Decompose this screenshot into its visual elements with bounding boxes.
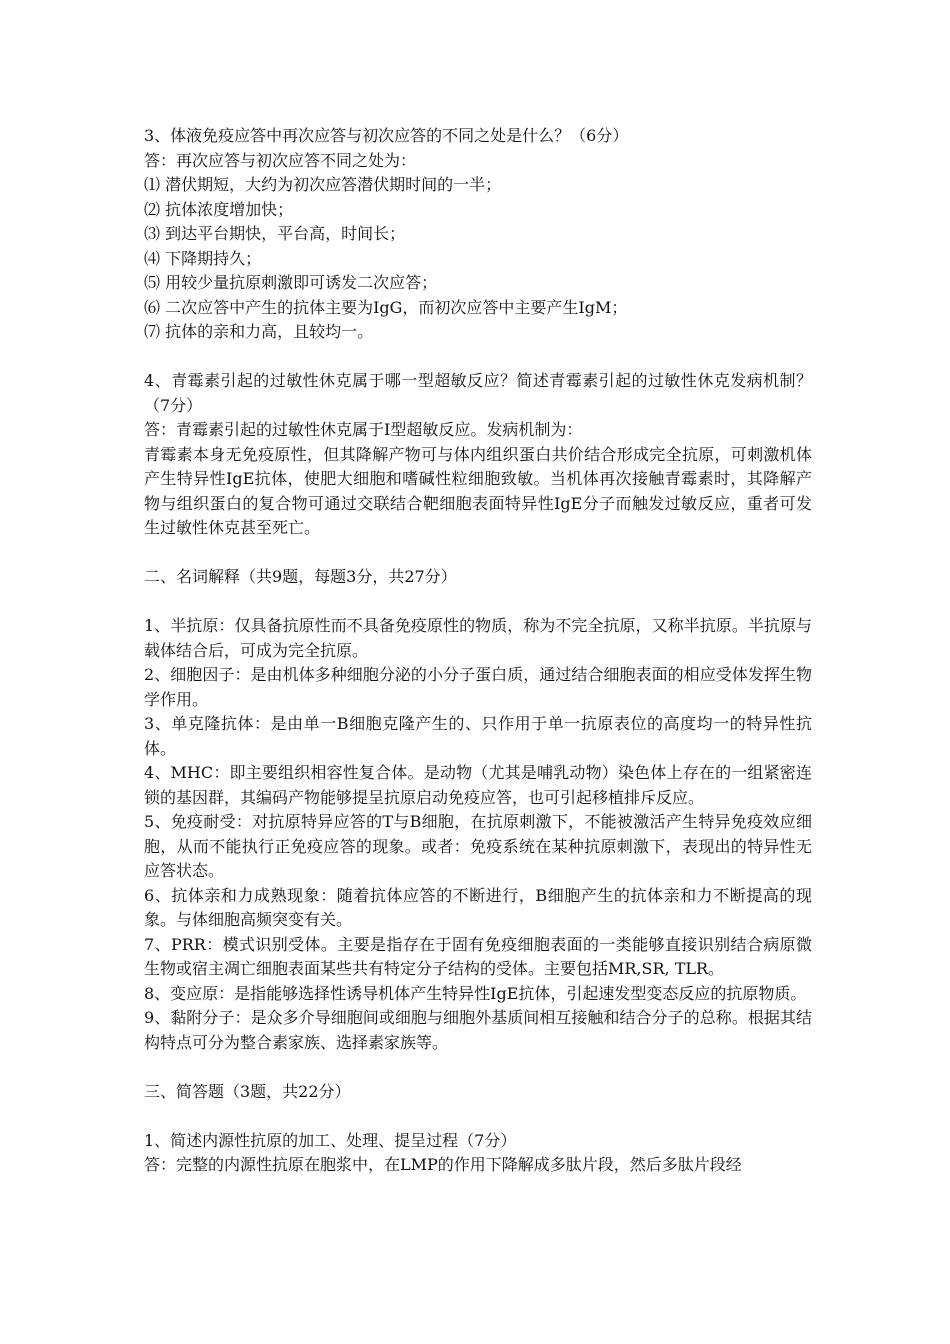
q3-item: ⑷ 下降期持久； xyxy=(144,248,262,268)
term-item: 8、变应原：是指能够选择性诱导机体产生特异性IgE抗体，引起速发型变态反应的抗原物质。 xyxy=(144,983,807,1003)
spacer xyxy=(144,1055,812,1080)
spacer xyxy=(144,345,812,370)
term-item: 2、细胞因子：是由机体多种细胞分泌的小分子蛋白质，通过结合细胞表面的相应受体发挥生物学作用。 xyxy=(144,665,812,709)
term-item: 1、半抗原：仅具备抗原性而不具备免疫原性的物质，称为不完全抗原，又称半抗原。半抗原与载体结合后，可成为完全抗原。 xyxy=(144,616,812,660)
term-item: 3、单克隆抗体：是由单一B细胞克隆产生的、只作用于单一抗原表位的高度均一的特异性抗体。 xyxy=(144,714,812,758)
term-item: 4、MHC：即主要组织相容性复合体。是动物（尤其是哺乳动物）染色体上存在的一组紧密连锁的基因群，其编码产物能够提呈抗原启动免疫应答，也可引起移植排斥反应。 xyxy=(144,763,812,807)
term-item: 7、PRR：模式识别受体。主要是指存在于固有免疫细胞表面的一类能够直接识别结合病原微生物或宿主凋亡细胞表面某些共有特定分子结构的受体。主要包括MR,SR, TLR。 xyxy=(144,934,812,978)
q4-title: 4、青霉素引起的过敏性休克属于哪一型超敏反应？简述青霉素引起的过敏性休克发病机制？（7分） xyxy=(144,371,812,415)
spacer xyxy=(144,1104,812,1129)
q3-item: ⑶ 到达平台期快，平台高，时间长； xyxy=(144,224,406,243)
section-2-title: 二、名词解释（共9题，每题3分，共27分） xyxy=(144,567,457,586)
term-item: 9、黏附分子：是众多介导细胞间或细胞与细胞外基质间相互接触和结合分子的总称。根据其结构特点可分为整合素家族、选择素家族等。 xyxy=(144,1008,812,1052)
q3-item: ⑺ 抗体的亲和力高，且较均一。 xyxy=(144,322,374,341)
q3-item: ⑸ 用较少量抗原刺激即可诱发二次应答； xyxy=(144,273,438,292)
q3-item: ⑹ 二次应答中产生的抗体主要为IgG，而初次应答中主要产生IgM； xyxy=(144,297,628,317)
q4-answer-intro: 答：青霉素引起的过敏性休克属于Ⅰ型超敏反应。发病机制为： xyxy=(144,420,583,439)
q4-answer-body: 青霉素本身无免疫原性，但其降解产物可与体内组织蛋白共价结合形成完全抗原，可刺激机体产生特异性IgE抗体，使肥大细胞和嗜碱性粒细胞致敏。当机体再次接触青霉素时，其降解产物与组织蛋白的复合物可通过交联结合靶细胞表面特异性IgE分子而触发过敏反应，重者可发生过敏性休克甚至死亡。 xyxy=(144,444,812,537)
q3-answer-intro: 答：再次应答与初次应答不同之处为： xyxy=(144,150,417,170)
q3-item: ⑵ 抗体浓度增加快； xyxy=(144,199,294,219)
spacer xyxy=(144,590,812,615)
q3-item: ⑴ 潜伏期短，大约为初次应答潜伏期时间的一半； xyxy=(144,175,502,194)
s3-q1-answer: 答：完整的内源性抗原在胞浆中，在LMP的作用下降解成多肽片段，然后多肽片段经 xyxy=(144,1155,742,1174)
spacer xyxy=(144,541,812,566)
term-item: 6、抗体亲和力成熟现象：随着抗体应答的不断进行，B细胞产生的抗体亲和力不断提高的现象。与体细胞高频突变有关。 xyxy=(144,885,812,929)
section-3-title: 三、简答题（3题，共22分） xyxy=(144,1081,351,1101)
s3-q1-title: 1、简述内源性抗原的加工、处理、提呈过程（7分） xyxy=(144,1130,517,1150)
document-body xyxy=(144,124,812,1178)
term-item: 5、免疫耐受：对抗原特异应答的T与B细胞，在抗原刺激下，不能被激活产生特异免疫效应细胞，从而不能执行正免疫应答的现象。或者：免疫系统在某种抗原刺激下，表现出的特异性无应答状态。 xyxy=(144,812,812,880)
q3-title: 3、体液免疫应答中再次应答与初次应答的不同之处是什么？（6分） xyxy=(144,126,629,145)
